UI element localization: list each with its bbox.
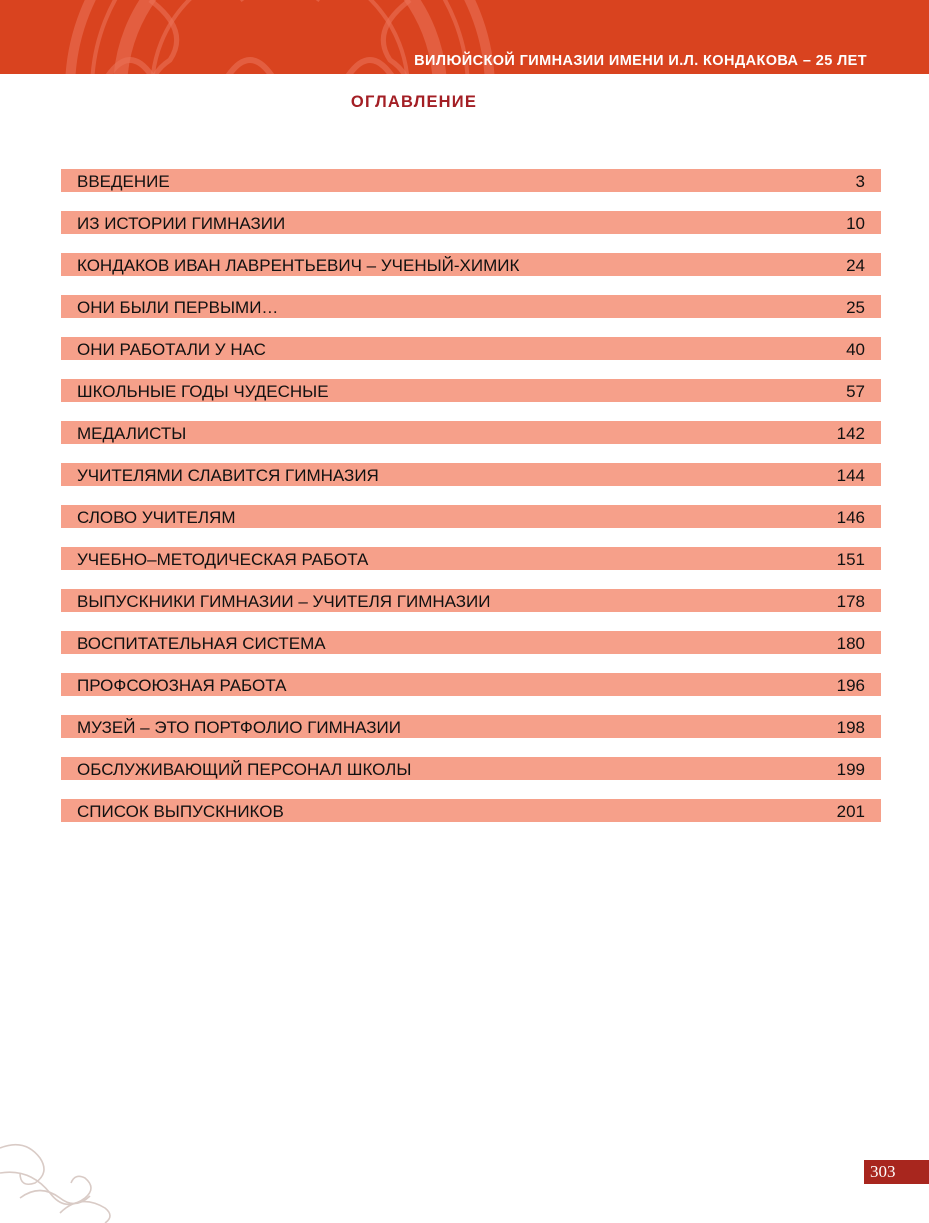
- toc-entry-title: МУЗЕЙ – ЭТО ПОРТФОЛИО ГИМНАЗИИ: [77, 718, 401, 737]
- toc-entry-page: 40: [846, 340, 865, 359]
- toc-entry: [61, 421, 881, 444]
- toc-entry-title: СЛОВО УЧИТЕЛЯМ: [77, 508, 236, 527]
- toc-entry-title: ОНИ РАБОТАЛИ У НАС: [77, 340, 266, 359]
- toc-entry-page: 196: [836, 676, 865, 695]
- page-number: 303: [864, 1160, 929, 1184]
- toc-entry-title: ОНИ БЫЛИ ПЕРВЫМИ…: [77, 298, 279, 317]
- toc-entry: [61, 169, 881, 192]
- toc-entry: [61, 211, 881, 234]
- toc-entry-page: 144: [836, 466, 865, 485]
- toc-entry-title: УЧИТЕЛЯМИ СЛАВИТСЯ ГИМНАЗИЯ: [77, 466, 379, 485]
- toc-entry-title: ВЫПУСКНИКИ ГИМНАЗИИ – УЧИТЕЛЯ ГИМНАЗИИ: [77, 592, 491, 611]
- toc-entry: [61, 589, 881, 612]
- toc-entry-title: ШКОЛЬНЫЕ ГОДЫ ЧУДЕСНЫЕ: [77, 382, 329, 401]
- header-band: [0, 0, 929, 74]
- toc-entry: [61, 337, 881, 360]
- toc-entry-title: СПИСОК ВЫПУСКНИКОВ: [77, 802, 284, 821]
- toc-entry-page: 25: [846, 298, 865, 317]
- toc-entry-title: ПРОФСОЮЗНАЯ РАБОТА: [77, 676, 287, 695]
- toc-entry-page: 151: [836, 550, 865, 569]
- toc-entry-page: 142: [836, 424, 865, 443]
- toc-entry-title: ВОСПИТАТЕЛЬНАЯ СИСТЕМА: [77, 634, 326, 653]
- toc-entry: [61, 631, 881, 654]
- toc-entry-page: 180: [836, 634, 865, 653]
- toc-heading: ОГЛАВЛЕНИЕ: [350, 93, 478, 111]
- toc-entry: [61, 253, 881, 276]
- toc-entry-title: ВВЕДЕНИЕ: [77, 172, 170, 191]
- toc-entry-page: 178: [836, 592, 865, 611]
- toc-entry: [61, 715, 881, 738]
- toc-entry-page: 198: [836, 718, 865, 737]
- toc-entry: [61, 547, 881, 570]
- toc-entry: [61, 463, 881, 486]
- toc-entry-title: КОНДАКОВ ИВАН ЛАВРЕНТЬЕВИЧ – УЧЕНЫЙ-ХИМИК: [77, 256, 520, 275]
- toc-entry-page: 10: [846, 214, 865, 233]
- header-title: ВИЛЮЙСКОЙ ГИМНАЗИИ ИМЕНИ И.Л. КОНДАКОВА – 25 ЛЕТ: [414, 53, 867, 69]
- toc-list: [61, 169, 881, 841]
- toc-entry-page: 201: [836, 802, 865, 821]
- toc-entry-title: МЕДАЛИСТЫ: [77, 424, 187, 443]
- corner-ornament-icon: [0, 1128, 120, 1223]
- toc-entry-title: УЧЕБНО–МЕТОДИЧЕСКАЯ РАБОТА: [77, 550, 369, 569]
- toc-entry-page: 199: [836, 760, 865, 779]
- toc-entry-page: 57: [846, 382, 865, 401]
- toc-entry-page: 24: [846, 256, 865, 275]
- toc-entry-page: 146: [836, 508, 865, 527]
- toc-entry: [61, 799, 881, 822]
- toc-entry-page: 3: [855, 172, 865, 191]
- toc-entry: [61, 757, 881, 780]
- toc-entry: [61, 673, 881, 696]
- toc-entry-title: ОБСЛУЖИВАЮЩИЙ ПЕРСОНАЛ ШКОЛЫ: [77, 760, 412, 779]
- toc-entry: [61, 505, 881, 528]
- toc-entry: [61, 379, 881, 402]
- toc-entry: [61, 295, 881, 318]
- toc-entry-title: ИЗ ИСТОРИИ ГИМНАЗИИ: [77, 214, 286, 233]
